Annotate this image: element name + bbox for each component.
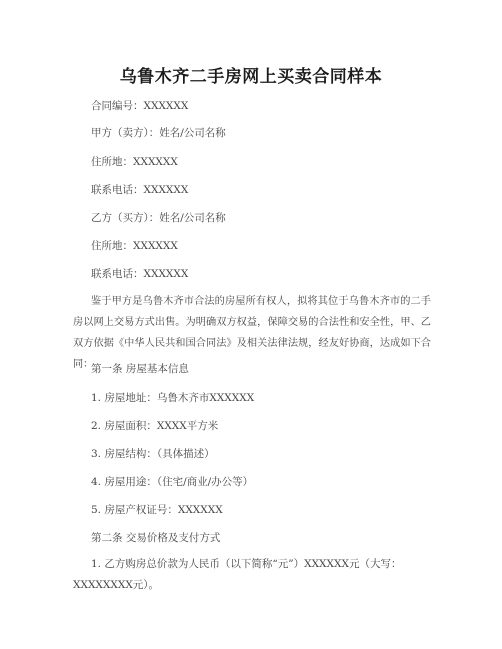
contract-number: 合同编号：XXXXXX bbox=[91, 100, 189, 112]
party-b-name: 乙方（买方）：姓名/公司名称 bbox=[91, 212, 226, 224]
party-a-phone: 联系电话：XXXXXX bbox=[91, 184, 189, 196]
party-a-address: 住所地：XXXXXX bbox=[91, 156, 178, 168]
article-2-heading: 第二条 交易价格及支付方式 bbox=[91, 532, 221, 544]
property-area-item: 2. 房屋面积：XXXX平方米 bbox=[91, 420, 219, 432]
party-b-address: 住所地：XXXXXX bbox=[91, 240, 178, 252]
property-certificate-item: 5. 房屋产权证号：XXXXXX bbox=[91, 504, 223, 516]
party-a-name: 甲方（卖方）：姓名/公司名称 bbox=[91, 127, 226, 139]
property-address-item: 1. 房屋地址：乌鲁木齐市XXXXXX bbox=[91, 392, 255, 404]
document-title: 乌鲁木齐二手房网上买卖合同样本 bbox=[119, 67, 383, 87]
property-use-item: 4. 房屋用途：（住宅/商业/办公等） bbox=[91, 476, 254, 488]
article-1-heading: 第一条 房屋基本信息 bbox=[91, 363, 189, 375]
property-structure-item: 3. 房屋结构：（具体描述） bbox=[91, 448, 215, 460]
price-clause: 1. 乙方购房总价款为人民币（以下简称“元”）XXXXXX元（大写：XXXXXXXX元）。 bbox=[73, 558, 402, 591]
preamble-paragraph: 鉴于甲方是乌鲁木齐市合法的房屋所有权人，拟将其位于乌鲁木齐市的二手房以网上交易方式出售。为明确双方权益，保障交易的合法性和安全性，甲、乙双方依据《中华人民共和国合同法》及相关法律法规，经友好协商，达成如下合同： bbox=[73, 296, 431, 370]
party-b-phone: 联系电话：XXXXXX bbox=[91, 268, 189, 280]
